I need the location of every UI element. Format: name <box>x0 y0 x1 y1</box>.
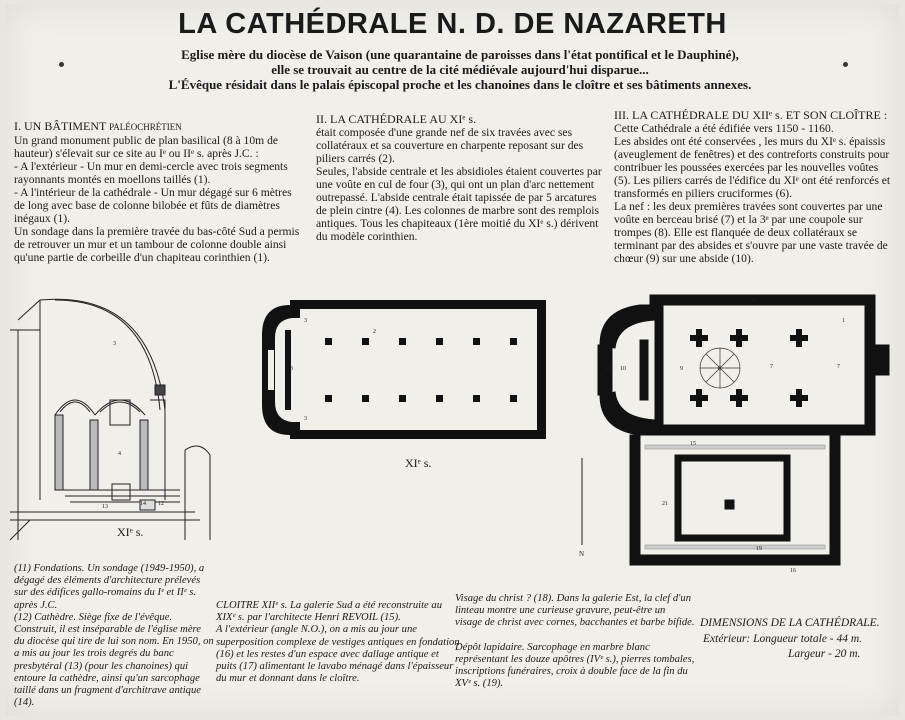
dimensions-title: DIMENSIONS DE LA CATHÉDRALE. <box>700 617 880 629</box>
plan-number: 10 <box>620 366 626 372</box>
section-text: Cette Cathédrale a été édifiée vers 1150 - 1160. Les absides ont été conservées , les murs du XIᵉ s. épaissis (aveuglement de fenêtres) et des contreforts construits pour contribuer les poussées exercées par les nouvelles voûtes (5). Les piliers carrés de l'édifice du XIᵉ ont été renforcés et transformés en piliers cruciformes (6). La nef : les deux premières travées sont couvertes par une voûte en berceau brisé (7) et la 3ᵉ par une coupole sur trompes (8). Elle est flanquée de deux collatéraux se terminant par des absides et s'ouvre par une vaste travée de chœur (9) sur une abside (10). <box>614 122 891 265</box>
plan-number: 13 <box>102 504 108 510</box>
plan-number: 7 <box>837 364 840 370</box>
plan-number: 8 <box>718 366 721 372</box>
plan-number: 5 <box>752 298 755 304</box>
footnote-fondations: (11) Fondations. Un sondage (1949-1950), a dégagé des éléments d'architecture prélevés sur des édifices gallo-romains du Iᵉ et IIᵉ s. après J.C. (12) Cathèdre. Siège fixe de l'évêque. Construit, il est inséparable de l'église mère du diocèse qui tire de lui son nom. En 1950, on a mis au jour les trois degrés du banc presbytéral (13) (pour les chanoines) qui entoure la cathèdre, ainsi qu'un sarcophage taillé dans un fragment d'architrave antique (14). <box>14 563 214 709</box>
section-heading: II. LA CATHÉDRALE AU XIᵉ s. <box>316 112 477 126</box>
footnote-visage: Visage du christ ? (18). Dans la galerie Est, la clef d'un linteau montre une curieuse gravure, peut-être un visage de christ avec cornes, bacchantes et barbe bifide. Dépôt lapidaire. Sarcophage en marbre blanc représentant les douze apôtres (IVᵉ s.), pierres tombales, inscriptions funéraires, croix à double face de la fin du XVᵉ s. (19). <box>455 593 695 690</box>
plan-number: 3 <box>113 341 116 347</box>
plan-number: 4 <box>118 451 121 457</box>
plan-number: 19 <box>756 546 762 552</box>
plan-number: 9 <box>680 366 683 372</box>
subtitle-line: Eglise mère du diocèse de Vaison (une quarantaine de paroisses dans l'état pontifical et le Dauphiné), <box>181 47 739 62</box>
section-heading: III. LA CATHÉDRALE DU XIIᵉ s. ET SON CLOÎTRE : <box>614 108 888 122</box>
plan-number: 12 <box>158 501 164 507</box>
plan-number: 1 <box>842 318 845 324</box>
plan-number: 2 <box>373 329 376 335</box>
plan-number: 15 <box>690 441 696 447</box>
section-heading: I. UN BÂTIMENT PALÉOCHRÉTIEN <box>14 119 182 133</box>
plan-number: 11 <box>605 366 611 372</box>
plan-pillars <box>325 338 517 402</box>
section-text: était composée d'une grande nef de six travées avec ses collatéraux et sa couverture en charpente reposant sur des piliers carrés (2). Seules, l'abside centrale et les absidioles étaient couvertes par une voûte en cul de four (3), qui ont un plan d'arc nettement outrepassé. L'abside centrale était tapissée de par 5 arcatures de plein cintre (4). Les colonnes de marbre sont des remplois antiques. Tous les chapiteaux (1ère moitié du XIᵉ s.) dérivent du modèle corinthien. <box>316 126 602 243</box>
plan-number: 16 <box>790 568 796 574</box>
plan-number: 14 <box>140 501 146 507</box>
apse-elevation-drawing <box>10 299 210 540</box>
plan-number: 3 <box>304 416 307 422</box>
section-text: Un grand monument public de plan basilical (8 à 10m de hauteur) s'élevait sur ce site au Iᵉ ou IIᵉ s. après J.C. : - A l'extérieur - Un mur en demi-cercle avec trois segments rayonnants montés en moellons taillés (1). - A l'intérieur de la cathédrale - Un mur dégagé sur 6 mètres de long avec base de colonne bilobée et fûts de diamètres inégaux (1). Un sondage dans la première travée du bas-côté Sud a permis de retrouver un mur et un tambour de colonne double ainsi qu'une partie de corbeille d'un chapiteau corinthien (1). <box>14 134 300 264</box>
dimensions-width: Largeur - 20 m. <box>788 648 861 660</box>
page-title: LA CATHÉDRALE N. D. DE NAZARETH <box>178 8 727 40</box>
plan-number: 7 <box>770 364 773 370</box>
footnote-cloitre: CLOITRE XIIᵉ s. La galerie Sud a été reconstruite au XIXᵉ s. par l'architecte Henri REVOIL (15). A l'extérieur (angle N.O.), on a mis au jour une superposition complexe de vestiges antiques en fondation (16) et les restes d'un espace avec dallage antique et puits (17) alimentant le lavabo ménagé dans l'épaisseur du mur et donnant dans le cloître. <box>216 600 460 685</box>
north-label: N <box>579 550 585 558</box>
elevation-caption: XIᵉ s. <box>117 525 144 539</box>
plan-number: 3 <box>304 318 307 324</box>
subtitle-line: elle se trouvait au centre de la cité médiévale aujourd'hui disparue... <box>271 62 649 77</box>
plan-number: 3 <box>290 366 293 372</box>
subtitle-line: L'Évêque résidait dans le palais épiscopal proche et les chanoines dans le cloître et ses bâtiments annexes. <box>168 77 752 92</box>
plan-caption: XIᵉ s. <box>405 456 432 470</box>
plan-number: 21 <box>662 501 668 507</box>
dimensions-length: Extérieur: Longueur totale - 44 m. <box>703 633 863 645</box>
